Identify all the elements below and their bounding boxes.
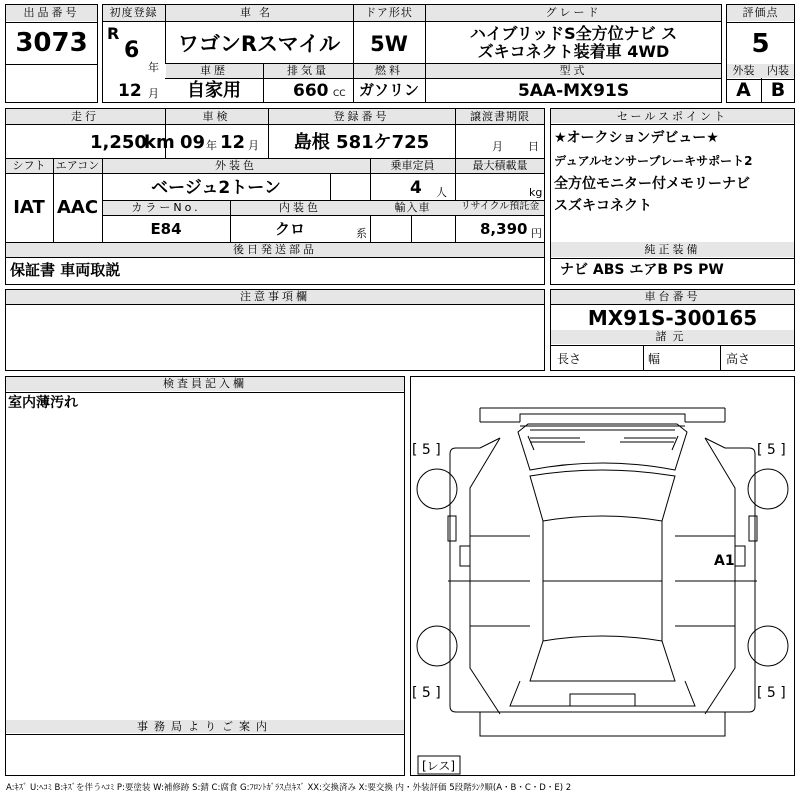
interior-label: 内装 [767, 64, 789, 77]
capacity: 4 [410, 178, 422, 198]
reki: 自家用 [187, 80, 241, 101]
inspection-label: 車検 [202, 110, 231, 123]
notes-label: 注意事項欄 [240, 290, 310, 303]
aircon-label: エアコン [55, 159, 100, 172]
inspection-month: 12 [220, 132, 246, 153]
grade-label: グレード [545, 6, 602, 19]
yen-unit: 円 [531, 227, 542, 240]
chassis-label: 車台番号 [644, 290, 701, 303]
color-no-label: カラーNo. [131, 201, 201, 214]
office-label: 事務局よりご案内 [137, 720, 273, 733]
spare-tire-label: [レス] [422, 759, 456, 773]
import-label: 輸入車 [394, 201, 431, 214]
genuine-equipment: ナビ ABS エアB PS PW [560, 262, 724, 278]
aircon: AAC [56, 197, 99, 218]
rear-right-tire-grade: [ 5 ] [757, 685, 786, 701]
rear-left-tire-grade: [ 5 ] [412, 685, 441, 701]
car-diagram [410, 376, 795, 776]
inspector-block [5, 376, 405, 776]
displacement-label: 排気量 [287, 64, 329, 77]
exterior-grade: A [736, 79, 751, 101]
max-load-label: 最大積載量 [472, 159, 528, 172]
year-unit: 年 [148, 61, 159, 74]
inspector-notes: 室内薄汚れ [8, 395, 78, 411]
sales-point-item: デュアルセンサーブレーキサポート2 [554, 154, 753, 168]
int-color: クロ [274, 220, 305, 238]
front-left-tire-grade: [ 5 ] [412, 442, 441, 458]
car-name: ワゴンRスマイル [177, 32, 341, 56]
recycle-label: リサイクル預託金 [460, 201, 540, 212]
reg-month: 12 [118, 81, 142, 101]
reg-no-label: 登録番号 [333, 110, 390, 123]
lot-number: 3073 [15, 28, 88, 58]
reg-number: 島根 581ケ725 [293, 132, 430, 153]
kei-unit: 系 [356, 227, 367, 240]
reg-year: 6 [124, 38, 140, 63]
sales-point-item: スズキコネクト [554, 198, 652, 214]
door-label: ドア形状 [365, 6, 413, 19]
grade-line-1: ハイブリッドS全方位ナビ ス [469, 24, 678, 43]
shift: IAT [13, 197, 45, 218]
damage-marker: A1 [714, 553, 735, 569]
model-code-label: 型式 [559, 64, 588, 77]
sales-point-item: ★オークションデビュー★ [554, 130, 719, 146]
recycle-fee: 8,390 [480, 220, 528, 238]
model-code: 5AA-MX91S [517, 81, 630, 101]
door-type: 5W [370, 32, 408, 56]
ext-color: ベージュ2トーン [151, 178, 281, 198]
car-name-label: 車名 [240, 6, 278, 19]
mileage-label: 走行 [71, 110, 99, 123]
exterior-label: 外装 [732, 64, 755, 77]
km-unit: km [144, 132, 175, 153]
inspector-label: 検査員記入欄 [163, 377, 247, 390]
capacity-label: 乗車定員 [390, 159, 435, 172]
transfer-deadline-label: 譲渡書期限 [470, 110, 530, 123]
height-label: 高さ [726, 352, 751, 366]
mileage: 1,250 [90, 132, 147, 153]
month-unit: 月 [148, 87, 159, 100]
dimensions-label: 諸元 [655, 330, 690, 343]
chassis-number: MX91S-300165 [587, 306, 758, 330]
deadline-day-unit: 日 [528, 140, 539, 153]
color-no: E84 [150, 220, 182, 238]
front-right-tire-grade: [ 5 ] [757, 442, 786, 458]
length-label: 長さ [557, 352, 582, 366]
reki-label: 車歴 [200, 64, 228, 77]
interior-grade: B [770, 79, 786, 101]
grade-line-2: ズキコネクト装着車 4WD [477, 42, 670, 61]
sales-point-item: 全方位モニター付メモリーナビ [554, 176, 750, 192]
inspection-year: 09 [180, 132, 206, 153]
lot-number-label: 出品番号 [23, 6, 80, 19]
era: R [107, 24, 120, 43]
fuel: ガソリン [358, 81, 419, 99]
legend: A:ｷｽﾞ U:ﾍｺﾐ B:ｷｽﾞを伴うﾍｺﾐ P:要塗装 W:補修跡 S:錆 C:腐食 G:ﾌﾛﾝﾄｶﾞﾗｽ点ｷｽﾞ XX:交換済み X:要交換 内・外装評価 5段階ﾗﾝｸ順(A・B・C・D・E) 2 [6, 783, 572, 793]
later-parts: 保証書 車両取説 [10, 261, 121, 279]
genuine-equip-label: 純正装備 [644, 243, 701, 256]
score-label: 評価点 [742, 6, 779, 19]
persons-unit: 人 [436, 186, 447, 199]
deadline-month-unit: 月 [492, 140, 503, 153]
sales-point-label: セールスポイント [616, 110, 728, 123]
first-reg-label: 初度登録 [109, 6, 158, 19]
displacement: 660 [293, 81, 329, 101]
score: 5 [751, 29, 770, 59]
ext-color-label: 外装色 [215, 159, 257, 172]
cc-unit: CC [333, 89, 346, 99]
later-parts-label: 後日発送部品 [233, 243, 317, 256]
int-color-label: 内装色 [279, 201, 321, 214]
width-label: 幅 [648, 352, 661, 366]
fuel-label: 燃料 [375, 64, 403, 77]
kg-unit: kg [529, 186, 543, 199]
inspection-year-unit: 年 [206, 139, 217, 152]
shift-label: シフト [12, 159, 46, 172]
inspection-month-unit: 月 [248, 139, 259, 152]
